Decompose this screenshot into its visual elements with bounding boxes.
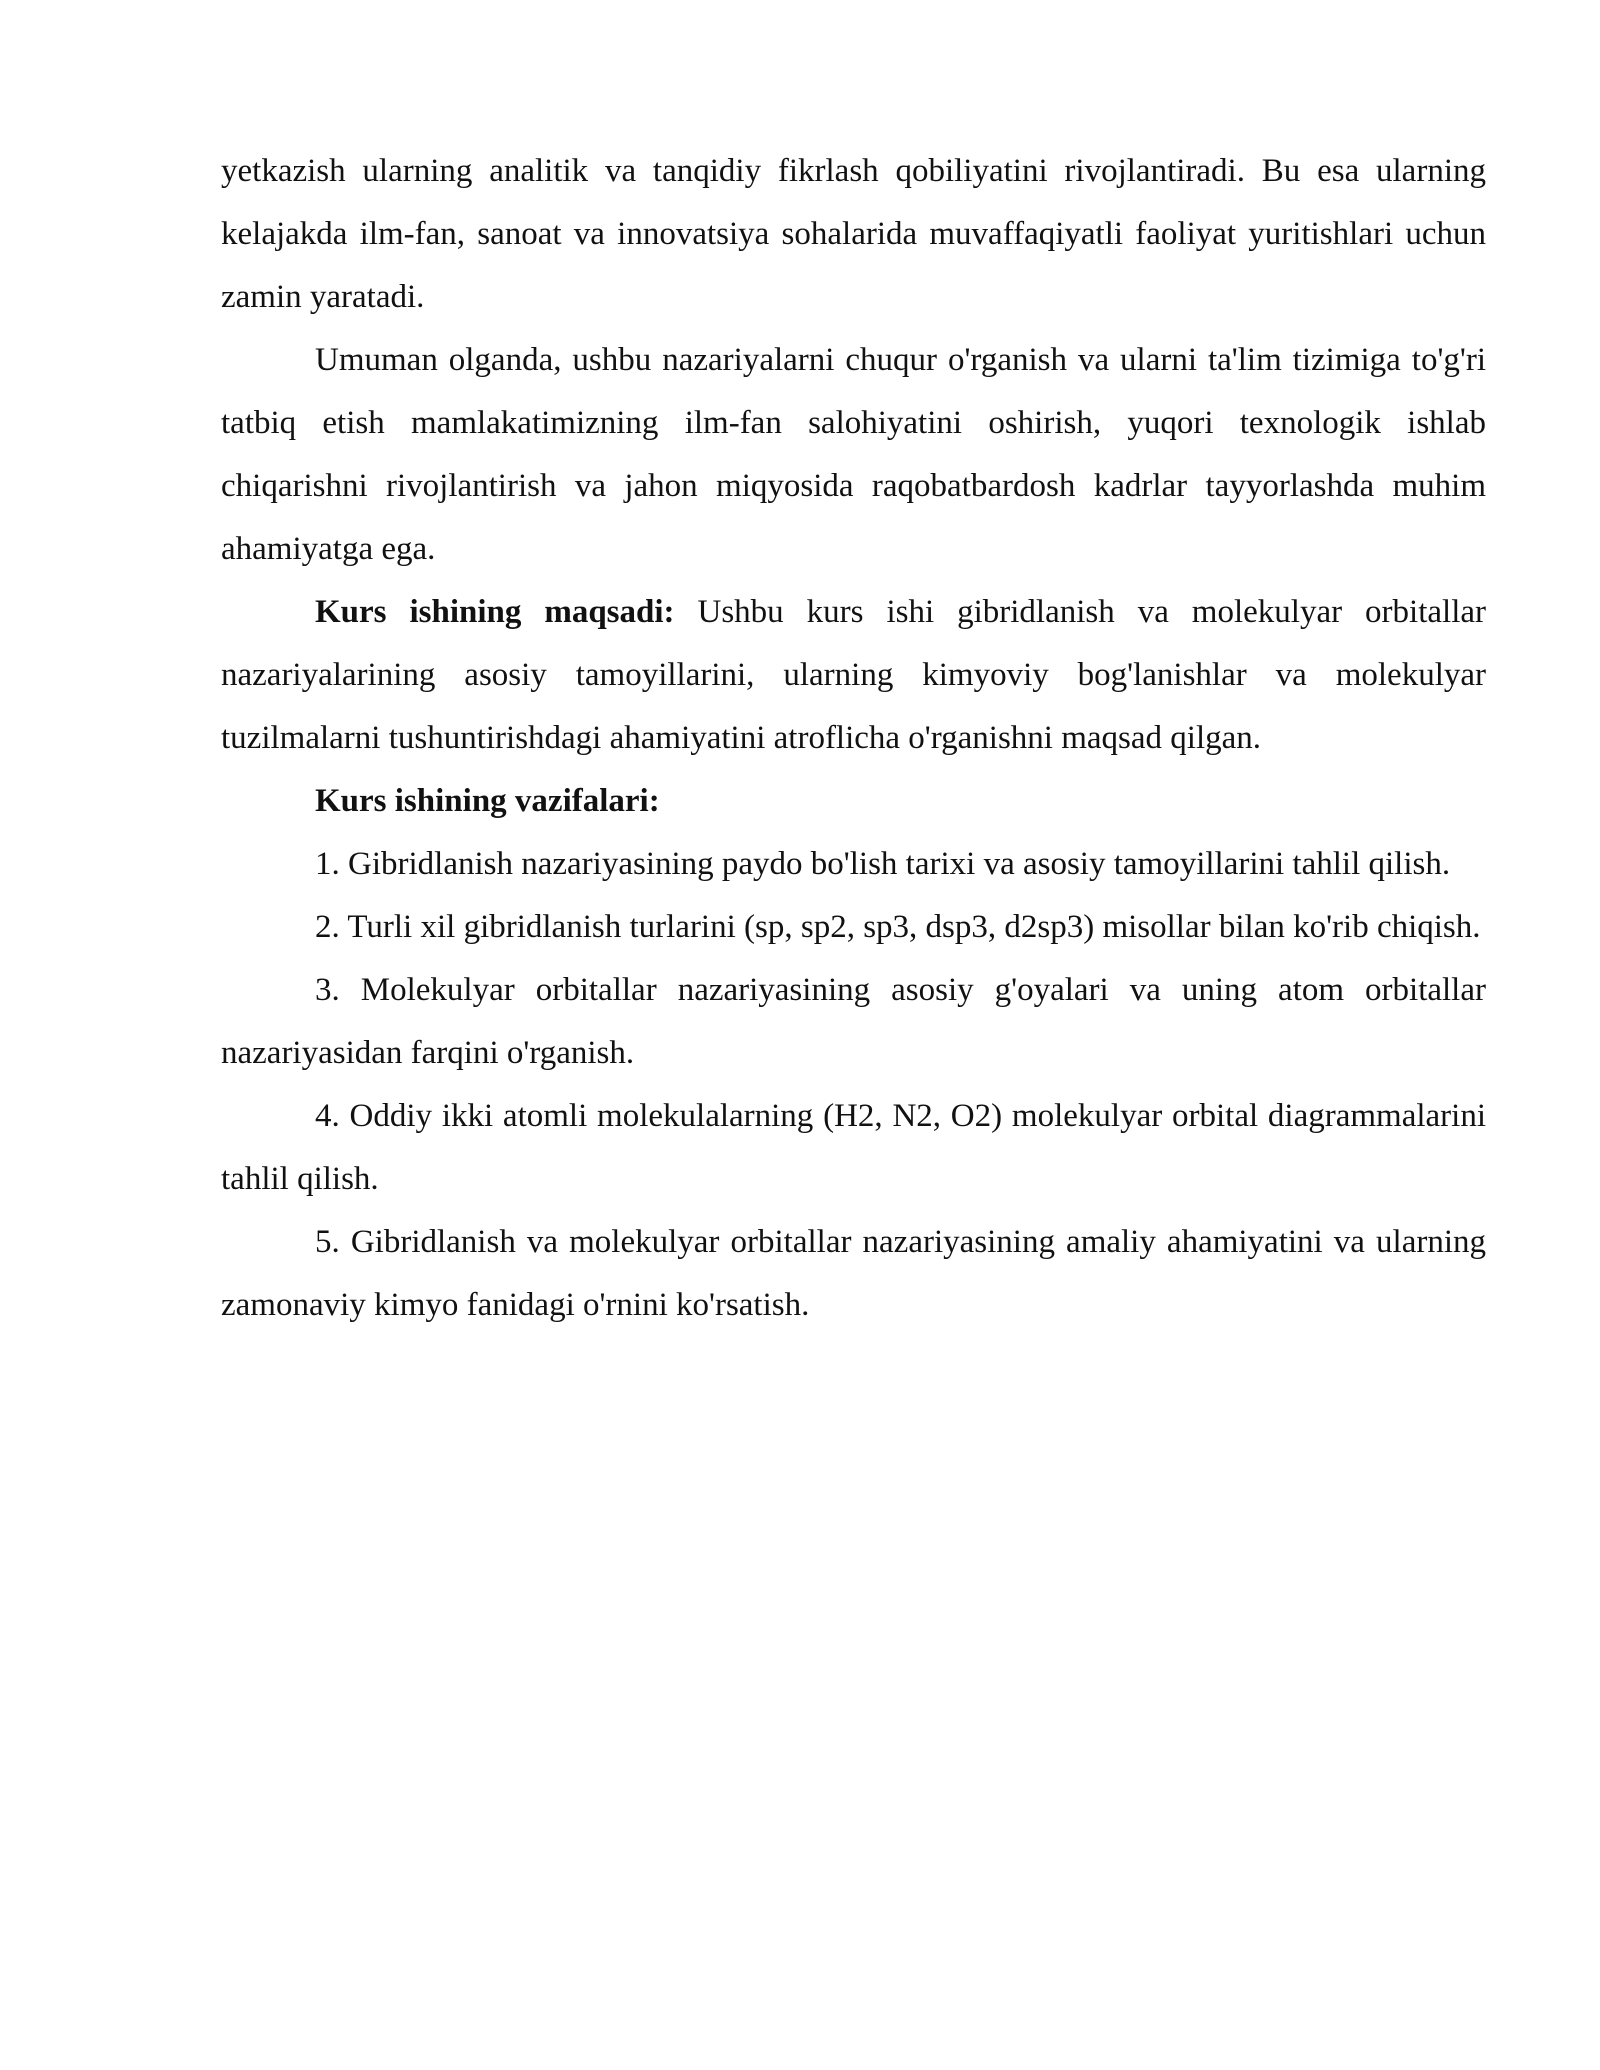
task-item-1: 1. Gibridlanish nazariyasining paydo bo'lish tarixi va asosiy tamoyillarini tahlil qilish. [315, 846, 1451, 882]
paragraph-summary: Umuman olganda, ushbu nazariyalarni chuqur o'rganish va ularni ta'lim tizimiga to'g'ri tatbiq etish mamlakatimizning ilm-fan salohiyatini oshirish, yuqori texnologik ishlab chiqarishni rivojlantirish va jahon miqyosida raqobatbardosh kadrlar tayyorlashda muhim ahamiyatga ega. [221, 342, 1486, 567]
tasks-heading: Kurs ishining vazifalari: [315, 783, 660, 819]
goal-text: Ushbu kurs ishi gibridlanish va molekulyar orbitallar nazariyalarining asosiy tamoyillarini, ularning kimyoviy bog'lanishlar va molekulyar tuzilmalarni tushuntirishdagi ahamiyatini atroflicha o'rganishni maqsad qilgan. [221, 594, 1486, 756]
paragraph-intro-continuation: yetkazish ularning analitik va tanqidiy fikrlash qobiliyatini rivojlantiradi. Bu esa ularning kelajakda ilm-fan, sanoat va innovatsiya sohalarida muvaffaqiyatli faoliyat yuritishlari uchun zamin yaratadi. [221, 153, 1486, 315]
task-item-2: 2. Turli xil gibridlanish turlarini (sp, sp2, sp3, dsp3, d2sp3) misollar bilan ko'rib chiqish. [315, 909, 1481, 945]
document-page [221, 140, 1486, 1337]
task-item-4: 4. Oddiy ikki atomli molekulalarning (H2, N2, O2) molekulyar orbital diagrammalarini tahlil qilish. [221, 1098, 1486, 1197]
task-item-3: 3. Molekulyar orbitallar nazariyasining asosiy g'oyalari va uning atom orbitallar nazariyasidan farqini o'rganish. [221, 972, 1486, 1071]
paragraph-goal [221, 581, 1486, 770]
goal-label: Kurs ishining maqsadi: [315, 594, 675, 630]
task-item-5: 5. Gibridlanish va molekulyar orbitallar nazariyasining amaliy ahamiyatini va ularning zamonaviy kimyo fanidagi o'rnini ko'rsatish. [221, 1224, 1486, 1323]
